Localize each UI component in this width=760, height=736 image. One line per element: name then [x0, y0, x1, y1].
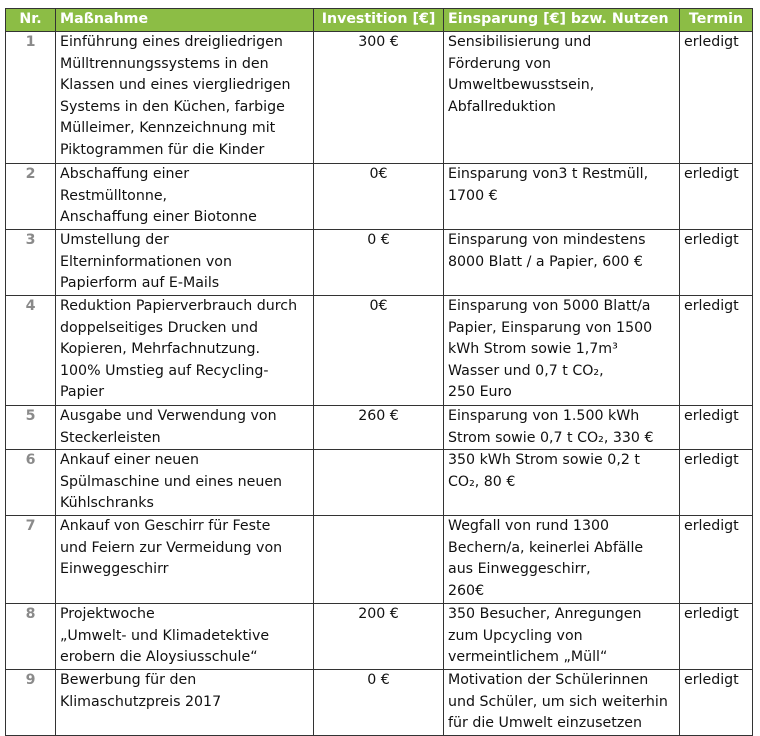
einsparung-line: Förderung von — [448, 55, 552, 72]
einsparung-line: Einsparung von 5000 Blatt/a — [448, 298, 651, 314]
massnahme-cell — [56, 406, 314, 450]
einsparung-line: CO₂, 80 € — [448, 473, 516, 490]
row-number: 6 — [6, 450, 56, 516]
massnahme-line: Projektwoche — [60, 606, 155, 623]
header-nr: Nr. — [6, 9, 56, 32]
einsparung-line: und Schüler, um sich weiterhin — [448, 693, 668, 710]
investition-cell: 0€ — [314, 296, 444, 406]
table-body — [6, 32, 753, 736]
einsparung-line: Papier, Einsparung von 1500 — [448, 319, 653, 336]
header-investition: Investition [€] — [314, 9, 444, 32]
massnahme-line: Kopieren, Mehrfachnutzung. — [60, 341, 260, 358]
einsparung-cell — [444, 32, 680, 164]
einsparung-line: Motivation der Schülerinnen — [448, 672, 649, 689]
termin-cell: erledigt — [680, 32, 753, 164]
massnahme-line: Einweggeschirr — [60, 561, 169, 578]
massnahme-line: Mülleimer, Kennzeichnung mit — [60, 120, 276, 137]
termin-cell: erledigt — [680, 450, 753, 516]
header-einsparung: Einsparung [€] bzw. Nutzen — [444, 9, 680, 32]
investition-cell: 300 € — [314, 32, 444, 164]
massnahme-line: Kühlschranks — [60, 495, 154, 512]
header-row — [6, 9, 753, 32]
massnahme-line: Systems in den Küchen, farbige — [60, 98, 285, 115]
row-number: 4 — [6, 296, 56, 406]
massnahme-cell — [56, 670, 314, 736]
investition-cell: 200 € — [314, 604, 444, 670]
row-number: 5 — [6, 406, 56, 450]
termin-cell: erledigt — [680, 230, 753, 296]
einsparung-line: Wegfall von rund 1300 — [448, 518, 610, 535]
massnahme-line: doppelseitiges Drucken und — [60, 319, 259, 336]
einsparung-line: Umweltbewusstsein, — [448, 77, 595, 94]
massnahme-line: Einführung eines dreigliedrigen — [60, 34, 283, 50]
einsparung-line: aus Einweggeschirr, — [448, 561, 591, 578]
table-row — [6, 32, 753, 164]
massnahme-line: Piktogrammen für die Kinder — [60, 141, 265, 158]
row-number: 3 — [6, 230, 56, 296]
einsparung-cell — [444, 230, 680, 296]
massnahme-cell — [56, 230, 314, 296]
table-row — [6, 604, 753, 670]
header-massnahme: Maßnahme — [56, 9, 314, 32]
massnahme-cell — [56, 516, 314, 604]
einsparung-line: für die Umwelt einzusetzen — [448, 715, 643, 732]
row-number: 7 — [6, 516, 56, 604]
massnahme-line: Bewerbung für den — [60, 672, 197, 689]
massnahme-line: Ankauf von Geschirr für Feste — [60, 518, 271, 535]
einsparung-cell — [444, 670, 680, 736]
massnahme-cell — [56, 296, 314, 406]
termin-cell: erledigt — [680, 164, 753, 230]
einsparung-line: zum Upcycling von — [448, 627, 583, 644]
massnahme-line: erobern die Aloysiusschule“ — [60, 649, 258, 666]
einsparung-line: Abfallreduktion — [448, 98, 556, 115]
einsparung-line: 350 Besucher, Anregungen — [448, 606, 642, 623]
massnahme-cell — [56, 604, 314, 670]
einsparung-line: 1700 € — [448, 187, 498, 204]
investition-cell: 0€ — [314, 164, 444, 230]
termin-cell: erledigt — [680, 604, 753, 670]
einsparung-cell — [444, 296, 680, 406]
row-number: 8 — [6, 604, 56, 670]
measures-table — [5, 8, 753, 736]
massnahme-line: Papierform auf E-Mails — [60, 275, 220, 292]
termin-cell: erledigt — [680, 296, 753, 406]
einsparung-line: Einsparung von3 t Restmüll, — [448, 166, 649, 182]
einsparung-cell — [444, 406, 680, 450]
table-row — [6, 516, 753, 604]
measures-table-container — [5, 8, 753, 736]
massnahme-line: Reduktion Papierverbrauch durch — [60, 298, 298, 314]
einsparung-line: kWh Strom sowie 1,7m³ — [448, 341, 618, 358]
row-number: 2 — [6, 164, 56, 230]
einsparung-cell — [444, 164, 680, 230]
table-row — [6, 296, 753, 406]
einsparung-line: 8000 Blatt / a Papier, 600 € — [448, 253, 643, 270]
row-number: 1 — [6, 32, 56, 164]
einsparung-line: Einsparung von mindestens — [448, 232, 646, 248]
einsparung-line: Strom sowie 0,7 t CO₂, 330 € — [448, 429, 654, 446]
einsparung-line: vermeintlichem „Müll“ — [448, 649, 608, 666]
massnahme-cell — [56, 164, 314, 230]
table-row — [6, 164, 753, 230]
massnahme-line: Ausgabe und Verwendung von — [60, 408, 277, 424]
einsparung-line: Einsparung von 1.500 kWh — [448, 408, 640, 424]
table-row — [6, 406, 753, 450]
header-termin: Termin — [680, 9, 753, 32]
massnahme-line: Abschaffung einer — [60, 166, 190, 182]
massnahme-line: Mülltrennungssystems in den — [60, 55, 269, 72]
massnahme-line: Anschaffung einer Biotonne — [60, 209, 257, 226]
einsparung-line: 260€ — [448, 582, 485, 599]
table-row — [6, 230, 753, 296]
einsparung-cell — [444, 516, 680, 604]
massnahme-line: Klassen und eines viergliedrigen — [60, 77, 291, 94]
massnahme-line: Umstellung der — [60, 232, 169, 248]
einsparung-cell — [444, 450, 680, 516]
investition-cell: 0 € — [314, 670, 444, 736]
massnahme-line: Klimaschutzpreis 2017 — [60, 693, 222, 710]
row-number: 9 — [6, 670, 56, 736]
termin-cell: erledigt — [680, 516, 753, 604]
einsparung-line: Wasser und 0,7 t CO₂, — [448, 362, 604, 379]
massnahme-line: Papier — [60, 384, 105, 401]
table-row — [6, 670, 753, 736]
investition-cell: 0 € — [314, 230, 444, 296]
massnahme-line: und Feiern zur Vermeidung von — [60, 539, 283, 556]
einsparung-line: 250 Euro — [448, 384, 512, 401]
massnahme-cell — [56, 32, 314, 164]
massnahme-line: „Umwelt- und Klimadetektive — [60, 627, 270, 644]
termin-cell: erledigt — [680, 670, 753, 736]
einsparung-line: 350 kWh Strom sowie 0,2 t — [448, 452, 640, 469]
table-row — [6, 450, 753, 516]
massnahme-line: Steckerleisten — [60, 429, 161, 446]
einsparung-cell — [444, 604, 680, 670]
termin-cell: erledigt — [680, 406, 753, 450]
einsparung-line: Bechern/a, keinerlei Abfälle — [448, 539, 644, 556]
investition-cell: 260 € — [314, 406, 444, 450]
einsparung-line: Sensibilisierung und — [448, 34, 592, 50]
massnahme-cell — [56, 450, 314, 516]
investition-cell — [314, 516, 444, 604]
massnahme-line: Spülmaschine und eines neuen — [60, 473, 283, 490]
massnahme-line: Restmülltonne, — [60, 187, 168, 204]
massnahme-line: Elterninformationen von — [60, 253, 232, 270]
investition-cell — [314, 450, 444, 516]
massnahme-line: 100% Umstieg auf Recycling- — [60, 362, 269, 379]
massnahme-line: Ankauf einer neuen — [60, 452, 200, 469]
